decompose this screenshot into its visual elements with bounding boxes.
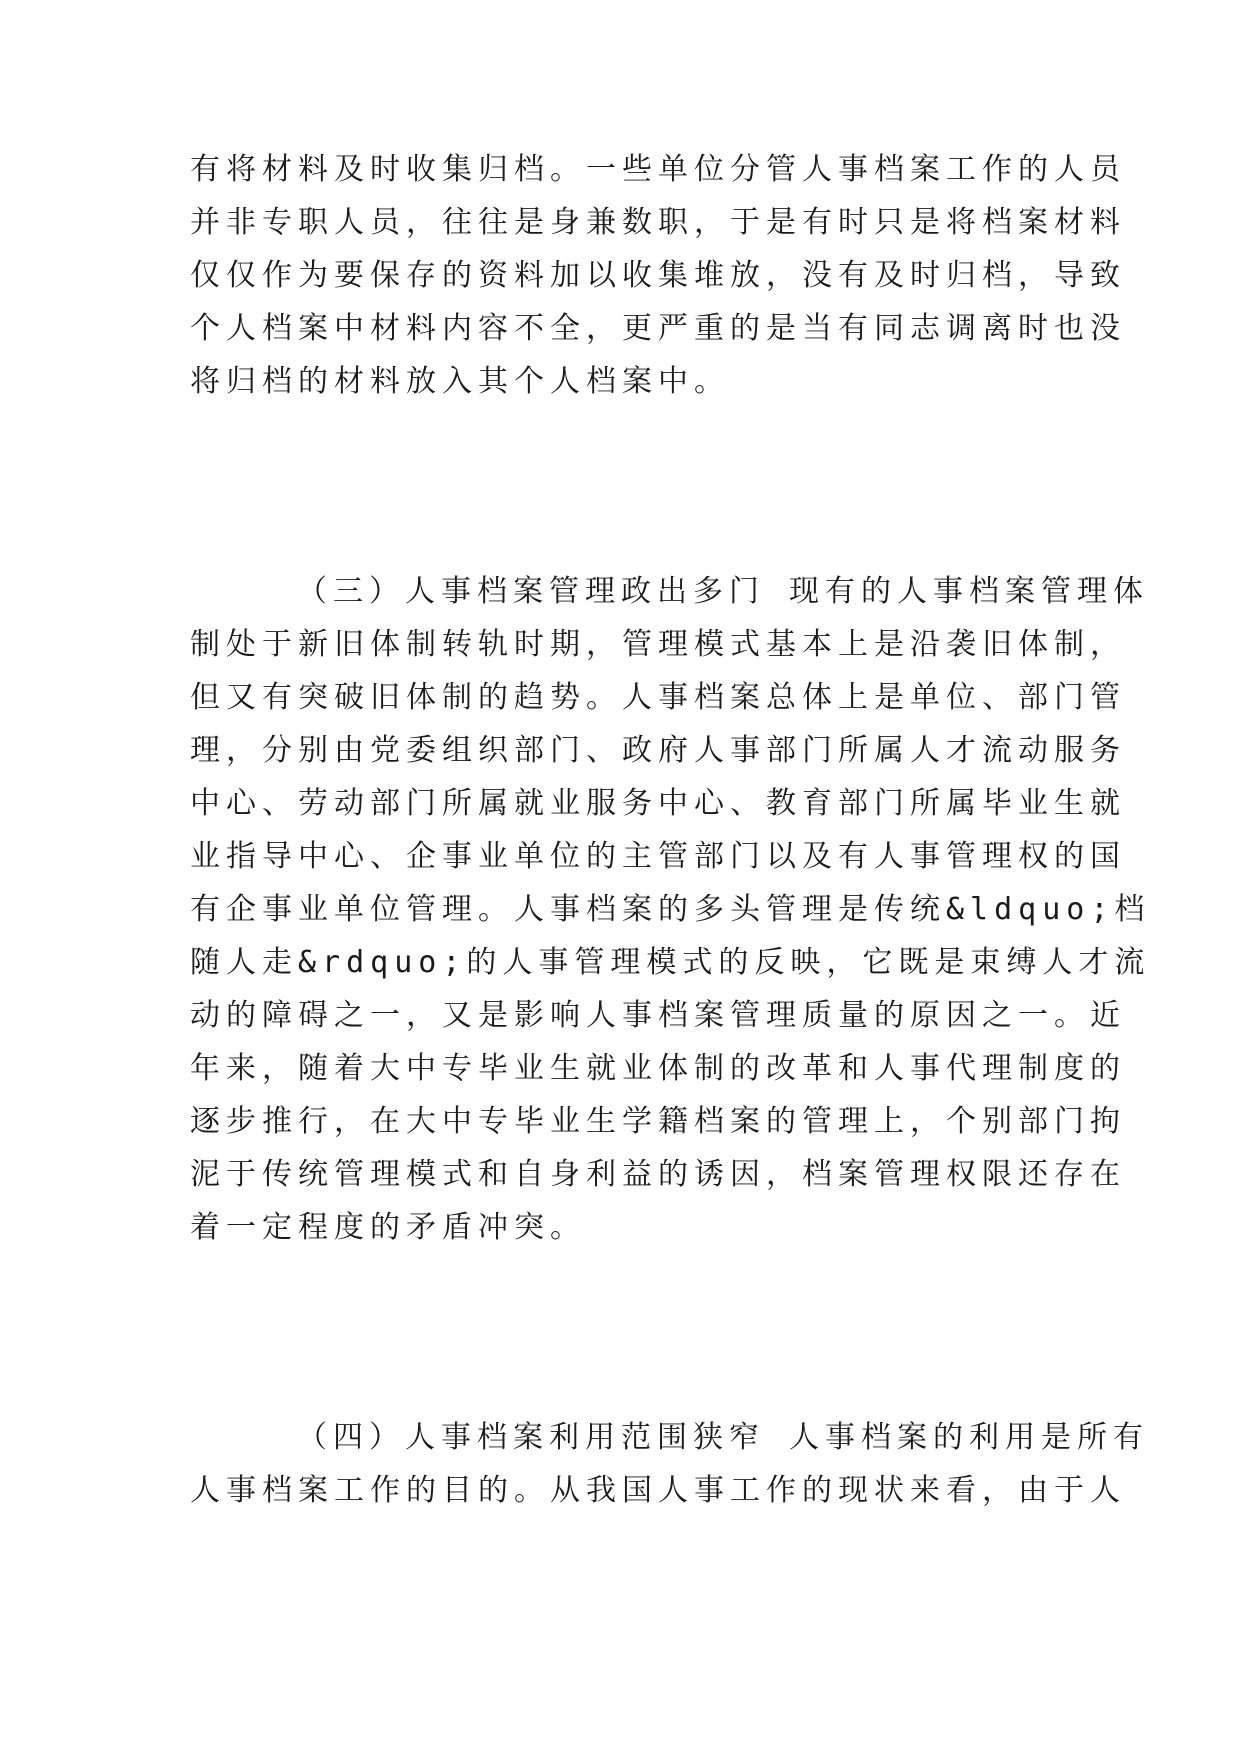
- paragraph-1-line-4: 个人档案中材料内容不全，更严重的是当有同志调离时也没: [190, 311, 1126, 346]
- paragraph-1-line-3: 仅仅作为要保存的资料加以收集堆放，没有及时归档，导致: [190, 258, 1126, 293]
- paragraph-2-line-12: 泥于传统管理模式和自身利益的诱因，档案管理权限还存在: [190, 1157, 1126, 1192]
- paragraph-2-line-1: （三）人事档案管理政出多门 现有的人事档案管理体: [297, 574, 1150, 609]
- paragraph-2-line-2: 制处于新旧体制转轨时期，管理模式基本上是沿袭旧体制，: [190, 627, 1126, 662]
- paragraph-2-line-7: 有企事业单位管理。人事档案的多头管理是传统&ldquo;档: [190, 892, 1151, 927]
- paragraph-3-line-2: 人事档案工作的目的。从我国人事工作的现状来看，由于人: [190, 1473, 1126, 1508]
- paragraph-2-line-9: 动的障碍之一，又是影响人事档案管理质量的原因之一。近: [190, 998, 1126, 1033]
- paragraph-2-line-11: 逐步推行，在大中专毕业生学籍档案的管理上，个别部门拘: [190, 1104, 1126, 1139]
- paragraph-3-line-1: （四）人事档案利用范围狭窄 人事档案的利用是所有: [297, 1420, 1150, 1455]
- paragraph-2-line-13: 着一定程度的矛盾冲突。: [190, 1210, 586, 1245]
- paragraph-1-line-5: 将归档的材料放入其个人档案中。: [190, 364, 730, 399]
- paragraph-2-line-6: 业指导中心、企事业单位的主管部门以及有人事管理权的国: [190, 839, 1126, 874]
- paragraph-2-line-5: 中心、劳动部门所属就业服务中心、教育部门所属毕业生就: [190, 786, 1126, 821]
- paragraph-2-line-8: 随人走&rdquo;的人事管理模式的反映，它既是束缚人才流: [190, 945, 1151, 980]
- paragraph-1-line-2: 并非专职人员，往往是身兼数职，于是有时只是将档案材料: [190, 205, 1126, 240]
- paragraph-2-line-3: 但又有突破旧体制的趋势。人事档案总体上是单位、部门管: [190, 680, 1126, 715]
- paragraph-1-line-1: 有将材料及时收集归档。一些单位分管人事档案工作的人员: [190, 152, 1126, 187]
- paragraph-2-line-10: 年来，随着大中专毕业生就业体制的改革和人事代理制度的: [190, 1051, 1126, 1086]
- paragraph-2-line-4: 理，分别由党委组织部门、政府人事部门所属人才流动服务: [190, 733, 1126, 768]
